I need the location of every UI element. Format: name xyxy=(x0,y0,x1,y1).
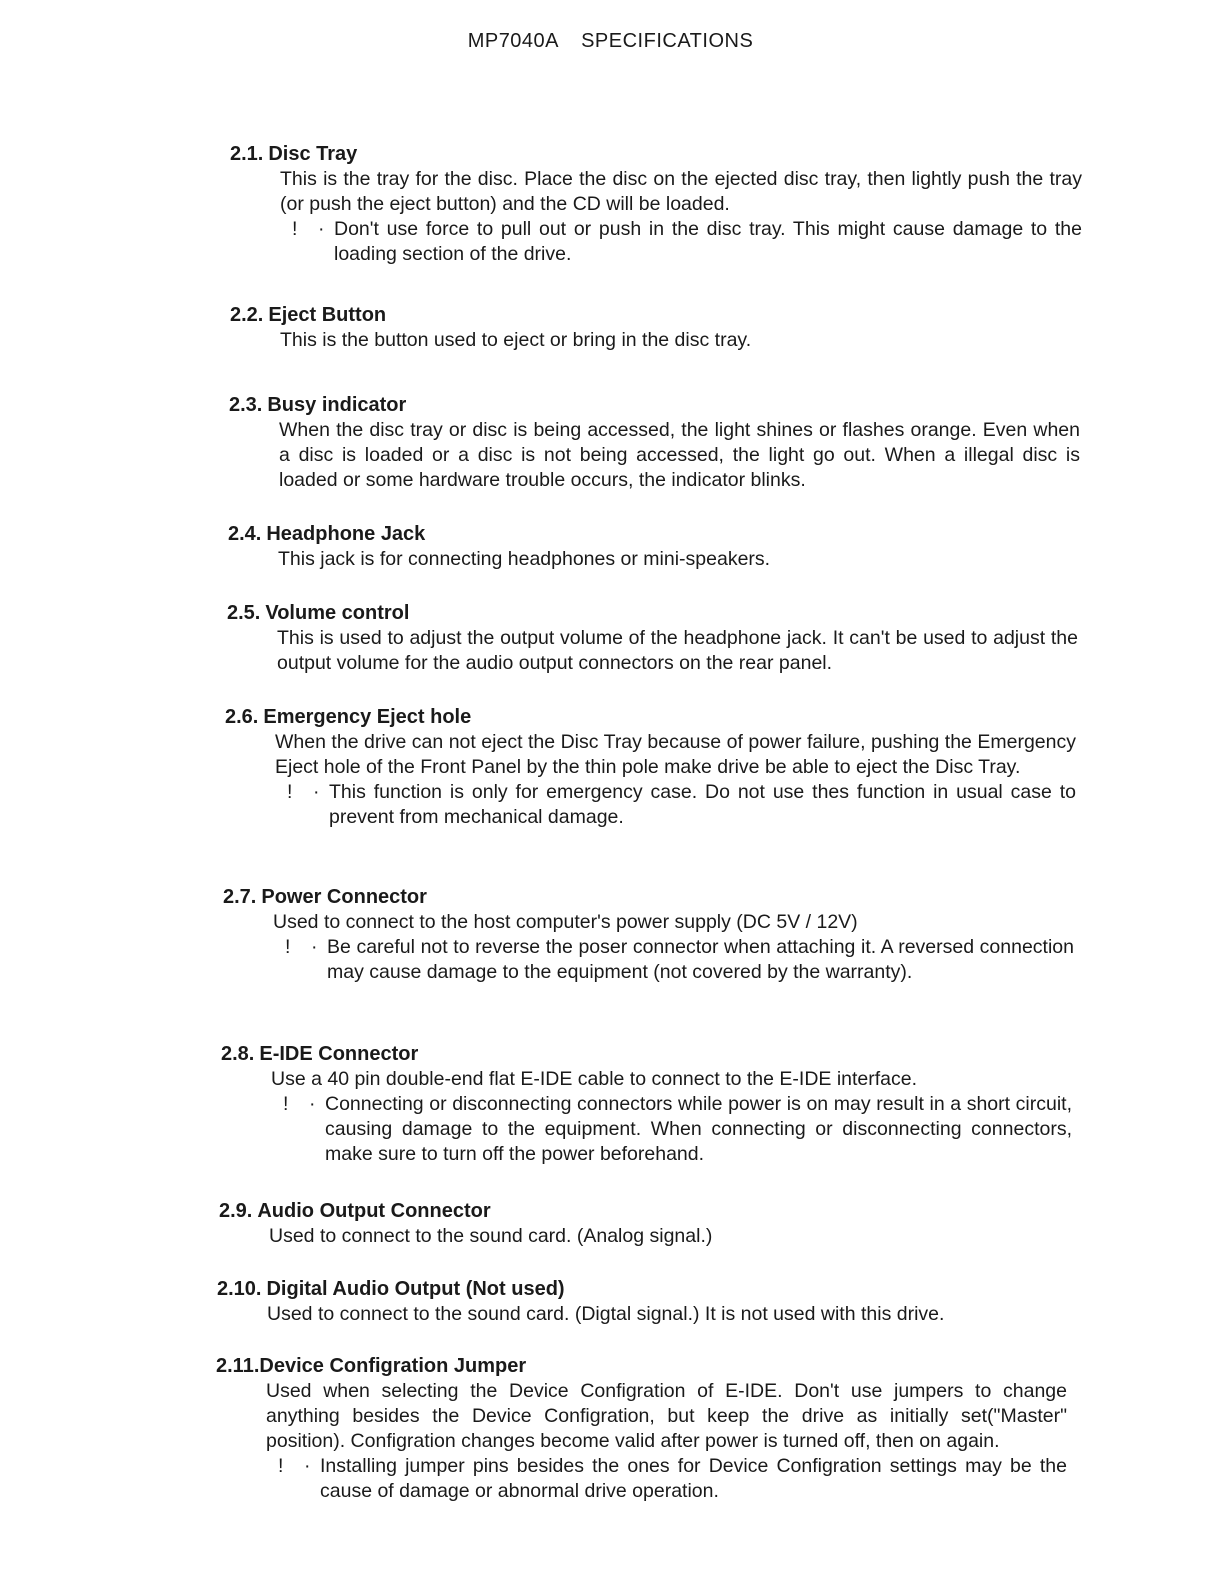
page-header xyxy=(0,30,1221,53)
section-eide-connector xyxy=(221,1041,1072,1167)
section-heading xyxy=(225,704,1076,730)
section-number: 2.10. xyxy=(217,1278,262,1300)
section-title: Emergency Eject hole xyxy=(263,706,472,728)
section-heading xyxy=(223,884,1074,910)
section-heading xyxy=(217,1276,1067,1302)
caution-text: This function is only for emergency case. Do not use thes function in usual case to prevent from mechanical damage. xyxy=(329,781,1076,828)
section-heading xyxy=(221,1041,1072,1067)
caution-mark: ! xyxy=(283,1093,289,1115)
section-heading xyxy=(228,521,1079,547)
section-volume-control xyxy=(227,600,1078,676)
caution-text: Be careful not to reverse the poser connector when attaching it. A reversed connection may cause damage to the equipment (not covered by the warranty). xyxy=(327,936,1074,983)
section-number: 2.3. xyxy=(229,394,263,416)
section-body: Used to connect to the host computer's power supply (DC 5V / 12V) xyxy=(273,911,858,933)
section-body: This jack is for connecting headphones or mini-speakers. xyxy=(278,548,771,570)
section-number: 2.2. xyxy=(230,304,264,326)
section-power-connector xyxy=(223,884,1074,985)
section-body: This is the tray for the disc. Place the disc on the ejected disc tray, then lightly push the tray (or push the eject button) and the CD will be loaded. xyxy=(280,168,1082,215)
model-number: MP7040A xyxy=(467,30,560,52)
caution-note xyxy=(287,780,1076,830)
section-audio-output-connector xyxy=(219,1198,1069,1249)
section-number: 2.5. xyxy=(227,602,261,624)
section-device-configration-jumper xyxy=(216,1353,1067,1504)
section-heading xyxy=(230,302,1082,328)
caution-mark: ! xyxy=(292,218,298,240)
section-number: 2.11. xyxy=(216,1355,260,1377)
section-heading xyxy=(216,1353,1067,1379)
caution-note xyxy=(285,935,1074,985)
section-body: When the drive can not eject the Disc Tray because of power failure, pushing the Emergency Eject hole of the Front Panel by the thin pole make drive be able to eject the Disc Tray. xyxy=(275,731,1076,778)
section-disc-tray xyxy=(230,141,1082,267)
section-title: Power Connector xyxy=(261,886,427,908)
caution-note xyxy=(278,1454,1067,1504)
caution-text: Installing jumper pins besides the ones for Device Configration settings may be the cause of damage or abnormal drive operation. xyxy=(320,1455,1067,1502)
section-title: Device Configration Jumper xyxy=(259,1355,527,1377)
section-number: 2.8. xyxy=(221,1043,255,1065)
section-title: Eject Button xyxy=(268,304,387,326)
section-title: Disc Tray xyxy=(268,143,358,165)
section-number: 2.7. xyxy=(223,886,257,908)
page-title: SPECIFICATIONS xyxy=(581,30,754,52)
section-body: When the disc tray or disc is being accessed, the light shines or flashes orange. Even when a disc is loaded or a disc is not being accessed, the light go out. When a illegal disc is loaded or some hardware trouble occurs, the indicator blinks. xyxy=(279,419,1080,491)
section-emergency-eject-hole xyxy=(225,704,1076,830)
section-digital-audio-output xyxy=(217,1276,1067,1327)
section-headphone-jack xyxy=(228,521,1079,572)
section-heading xyxy=(219,1198,1069,1224)
bullet-icon: · xyxy=(318,218,325,240)
section-body: This is used to adjust the output volume of the headphone jack. It can't be used to adjust the output volume for the audio output connectors on the rear panel. xyxy=(277,627,1078,674)
bullet-icon: · xyxy=(311,936,318,958)
section-heading xyxy=(230,141,1082,167)
section-heading xyxy=(229,392,1080,418)
caution-mark: ! xyxy=(287,781,293,803)
caution-note xyxy=(292,217,1082,267)
section-body: This is the button used to eject or bring in the disc tray. xyxy=(280,329,752,351)
section-body: Used when selecting the Device Configration of E-IDE. Don't use jumpers to change anything besides the Device Configration, but keep the drive as initially set("Master" position). Configration changes become valid after power is turned off, then on again. xyxy=(266,1380,1067,1452)
section-title: E-IDE Connector xyxy=(259,1043,419,1065)
caution-note xyxy=(283,1092,1072,1167)
section-body: Used to connect to the sound card. (Digtal signal.) It is not used with this drive. xyxy=(267,1303,945,1325)
section-number: 2.1. xyxy=(230,143,264,165)
bullet-icon: · xyxy=(304,1455,311,1477)
section-heading xyxy=(227,600,1078,626)
bullet-icon: · xyxy=(309,1093,316,1115)
section-title: Headphone Jack xyxy=(266,523,426,545)
caution-mark: ! xyxy=(278,1455,284,1477)
section-title: Audio Output Connector xyxy=(257,1200,491,1222)
section-eject-button xyxy=(230,302,1082,353)
section-title: Busy indicator xyxy=(267,394,407,416)
section-title: Volume control xyxy=(265,602,410,624)
section-number: 2.6. xyxy=(225,706,259,728)
section-number: 2.9. xyxy=(219,1200,253,1222)
caution-text: Don't use force to pull out or push in the disc tray. This might cause damage to the loading section of the drive. xyxy=(334,218,1082,265)
section-busy-indicator xyxy=(229,392,1080,493)
caution-text: Connecting or disconnecting connectors while power is on may result in a short circuit, causing damage to the equipment. When connecting or disconnecting connectors, make sure to turn off the power beforehand. xyxy=(325,1093,1072,1165)
section-title: Digital Audio Output (Not used) xyxy=(266,1278,565,1300)
section-body: Used to connect to the sound card. (Analog signal.) xyxy=(269,1225,713,1247)
bullet-icon: · xyxy=(313,781,320,803)
section-number: 2.4. xyxy=(228,523,262,545)
caution-mark: ! xyxy=(285,936,291,958)
section-body: Use a 40 pin double-end flat E-IDE cable to connect to the E-IDE interface. xyxy=(271,1068,918,1090)
